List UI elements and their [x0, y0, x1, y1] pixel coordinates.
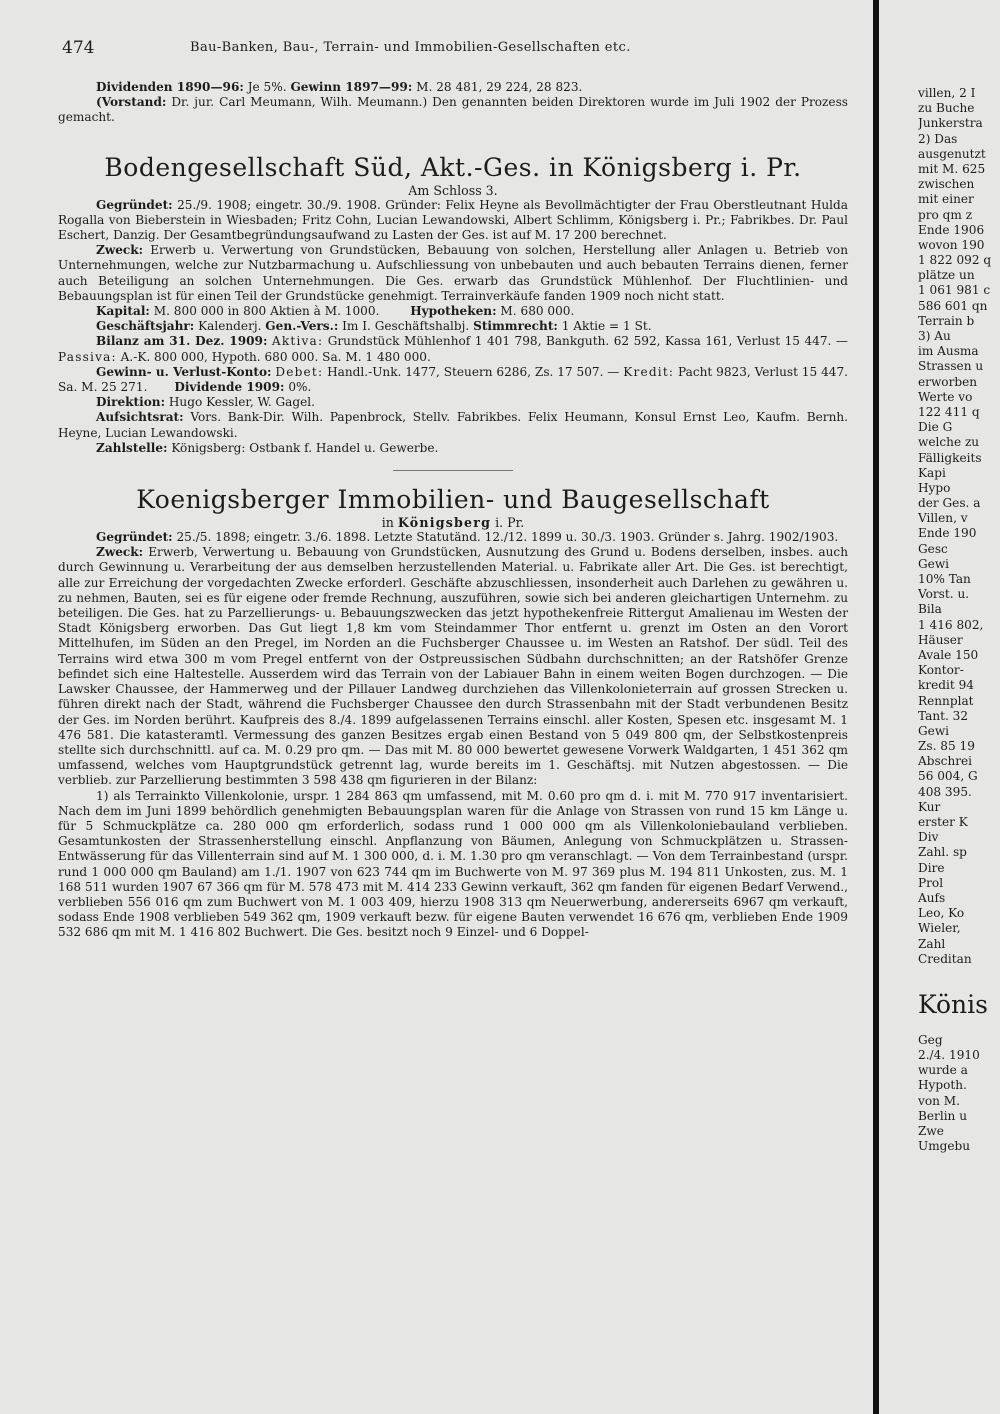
zweck-label-2: Zweck:: [96, 545, 144, 560]
zahlstelle-label: Zahlstelle:: [96, 440, 168, 455]
aufsichtsrat-paragraph: [58, 410, 848, 440]
next-column-line: wovon 190: [918, 237, 985, 252]
stimmrecht-label: Stimmrecht:: [473, 319, 558, 334]
kapital-text: M. 800 000 in 800 Aktien à M. 1000.: [149, 304, 380, 319]
gewinn-verlust-paragraph: [58, 365, 848, 395]
next-column-line: Gewi: [918, 723, 950, 738]
next-column-line: Gewi: [918, 556, 950, 571]
next-column-fragment: [918, 86, 1000, 1154]
next-column-line: Vorst. u.: [918, 587, 970, 602]
subtitle-in: in: [381, 515, 398, 531]
next-column-line: Die G: [918, 420, 953, 435]
zweck-text-2: Erwerb, Verwertung u. Bebauung von Grundstücken, Ausnutzung des Grund u. Bodens derselben, insbes. auch durch Gewinnung u. Verarbeitung der aus demselben herzustellenden Material. u. Fabrikate aller Art. Die Ges. ist berechtigt, alle zur Erreichung der vorgedachten Zwecke erforderl. Geschäfte abzuschliessen, insonderheit auch Darlehen zu gewähren u. zu nehmen, Bauten, sei es für eigene oder fremde Rechnung, auszuführen, sowie sich bei anderen gleichartigen Unternehm. zu beteiligen. Die Ges. hat zu Parzellierungs- u. Bebauungszwecken das jetzt hypothekenfreie Rittergut Amalienau im Westen der Stadt Königsberg erworben. Das Gut liegt 1,8 km vom Steindammer Thor entfernt u. grenzt im Osten an den Vorort Mittelhufen, im Süden an den Pregel, im Norden an die Fuchsberger Chaussee u. im Westen an Ratshof. Der südl. Teil des Terrains wird etwa 300 m vom Pregel entfernt von der Ostpreussischen Südbahn durchschnitten; an der Ratshöfer Grenze befindet sich eine Haltestelle. Ausserdem wird das Terrain von der Labiauer Bahn in einem weiten Bogen durchzogen. — Die Lawsker Chaussee, der Hammerweg und der Pillauer Landweg durchziehen das Villenkolonieterrain auf grossen Strecken u. führen direkt nach der Stadt, während die Fuchsberger Chaussee den durch Strassenbahn mit der Stadt verbundenen Besitz der Ges. im Norden berührt. Kaufpreis des 8./4. 1899 aufgelassenen Terrains einschl. aller Kosten, Spesen etc. insgesamt M. 1 476 581. Die katasteramtl. Vermessung des ganzen Besitzes ergab einen Bestand von 5 049 800 qm, der Selbstkostenpreis stellte sich durchschnittl. auf ca. M. 0.29 pro qm. — Das mit M. 80 000 bewertet gewesene Vorwerk Waldgarten, 1 451 362 qm umfassend, welches vom Hauptgrundstück getrennt lag, wurde bereits im 1. Geschäftsj. mit Nutzen abgestossen. — Die verblieb. zur Parzellierung bestimmten 3 598 438 qm figurieren in der Bilanz:: [58, 545, 848, 788]
next-column-line: Kur: [918, 799, 941, 814]
next-column-line: Geg: [918, 1032, 943, 1047]
direktion-text: Hugo Kessler, W. Gagel.: [165, 395, 316, 410]
geschaeftsjahr-label: Geschäftsjahr:: [96, 319, 195, 334]
company-address: Am Schloss 3.: [408, 182, 498, 198]
next-column-line: kredit 94: [918, 678, 974, 693]
next-column-line: Creditan: [918, 951, 972, 966]
next-column-line: Div: [918, 830, 939, 845]
next-column-line: plätze un: [918, 268, 975, 283]
next-column-line: Villen, v: [918, 511, 968, 526]
gen-vers-label: Gen.-Vers.:: [265, 319, 339, 334]
subtitle-city: Königsberg: [397, 515, 492, 531]
next-column-line: wurde a: [918, 1063, 968, 1078]
next-column-line: Prol: [918, 875, 944, 890]
bilanz-label: Bilanz am 31. Dez. 1909:: [96, 334, 268, 349]
next-column-line: 2./4. 1910: [918, 1048, 980, 1063]
next-column-line: erster K: [918, 815, 968, 829]
hypotheken-label: Hypotheken:: [410, 304, 497, 319]
kredit-text: Pacht 9823, Verlust 15 447. Sa. M. 25 271.: [58, 364, 848, 395]
gewinn-text: M. 28 481, 29 224, 28 823.: [412, 80, 583, 94]
gegruendet-text: 25./9. 1908; eingetr. 30./9. 1908. Gründer: Felix Heyne als Bevollmächtigter der Frau Oberstleutnant Hulda Rogalla von Bieberstein in Wiesbaden; Fritz Cohn, Lucian Lewandowski, Albert Schlimm, Königsberg i. Pr.; Fabrikbes. Dr. Paul Eschert, Danzig. Der Gesamtbegründungsaufwand zu Lasten der Ges. ist auf M. 17 200 berechnet.: [58, 197, 848, 243]
subtitle-rest: i. Pr.: [491, 515, 525, 531]
company-subtitle: [58, 515, 848, 530]
aktiva-label: Aktiva:: [271, 334, 324, 349]
gegruendet-paragraph-2: [58, 530, 848, 545]
next-column-line: Wieler,: [918, 921, 961, 936]
next-column-line: Ende 1906: [918, 222, 985, 237]
next-column-line: Aufs: [918, 890, 946, 905]
aufsichtsrat-text: Vors. Bank-Dir. Wilh. Papenbrock, Stellv. Fabrikbes. Felix Heumann, Konsul Ernst Leo, Kaufm. Bernh. Heyne, Lucian Lewandowski.: [58, 410, 848, 440]
dividend-line: [96, 80, 848, 95]
next-column-line: Häuser: [918, 632, 963, 647]
next-column-line: Kontor-: [918, 663, 964, 678]
next-column-line: Strassen u: [918, 359, 984, 374]
next-column-line: Junkerstra: [918, 116, 983, 131]
next-column-line: Rennplat: [918, 693, 974, 708]
kapital-paragraph: [58, 304, 848, 319]
next-column-line: erworben: [918, 374, 978, 389]
hypotheken-text: M. 680 000.: [496, 304, 575, 319]
next-column-line: 586 601 qn: [918, 298, 988, 313]
main-column: [58, 34, 848, 941]
kapital-label: Kapital:: [96, 304, 150, 319]
next-column-line: 1 416 802,: [918, 617, 984, 632]
next-column-line: von M.: [918, 1093, 960, 1108]
geschaeftsjahr-text: Kalenderj.: [194, 319, 266, 334]
next-column-line: mit M. 625: [918, 161, 986, 176]
zahlstelle-text: Königsberg: Ostbank f. Handel u. Gewerbe.: [167, 440, 439, 455]
next-column-line: mit einer: [918, 192, 974, 207]
zweck-label: Zweck:: [96, 243, 144, 258]
next-column-line: 10% Tan: [918, 572, 971, 586]
next-column-line: 122 411 q: [918, 404, 980, 419]
next-column-line: villen, 2 I: [918, 86, 976, 100]
next-column-line: 1 061 981 c: [918, 283, 991, 298]
next-column-line: Umgebu: [918, 1139, 971, 1154]
aufsichtsrat-label: Aufsichtsrat:: [96, 410, 184, 425]
next-column-line: Zahl: [918, 936, 946, 951]
gv-konto-label: Gewinn- u. Verlust-Konto:: [96, 364, 272, 379]
next-column-line: Hypo: [918, 480, 951, 495]
zweck-paragraph-2: [58, 545, 848, 788]
zahlstelle-paragraph: [58, 441, 848, 456]
next-column-line: 56 004, G: [918, 769, 978, 784]
next-column-line: Tant. 32: [918, 708, 969, 723]
passiva-text: A.-K. 800 000, Hypoth. 680 000. Sa. M. 1 480 000.: [116, 349, 431, 364]
page-number: 474: [62, 38, 95, 58]
next-column-line: Könis: [918, 989, 988, 1019]
gen-vers-text: Im I. Geschäftshalbj.: [338, 319, 474, 334]
zweck-text: Erwerb u. Verwertung von Grundstücken, Bebauung von solchen, Herstellung aller Anlagen u. Betrieb von Unternehmungen, welche zur Nutzbarmachung u. Aufschliessung von unbebauten und auch bebauten Terrains dienen, ferner auch Beteiligung an solchen Unternehmungen. Die Ges. erwarb das Grundstück Mühlenhof. Der Fluchtlinien- und Bebauungsplan ist für einen Teil der Grundstücke genehmigt. Terrainverkäufe fanden 1909 noch nicht statt.: [58, 243, 848, 303]
aktiva-text: Grundstück Mühlenhof 1 401 798, Bankguth. 62 592, Kassa 161, Verlust 15 447. —: [323, 334, 848, 349]
next-column-line: Leo, Ko: [918, 906, 965, 921]
vorstand-text: Dr. jur. Carl Meumann, Wilh. Meumann.) Den genannten beiden Direktoren wurde im Juli 1902 der Prozess gemacht.: [58, 95, 848, 125]
next-column-line: Terrain b: [918, 313, 975, 328]
next-column-line: der Ges. a: [918, 496, 981, 511]
next-column-line: Zwe: [918, 1124, 944, 1138]
debet-label: Debet:: [275, 364, 324, 379]
zweck-paragraph: [58, 243, 848, 304]
next-column-line: Abschrei: [918, 754, 973, 769]
next-column-line: 408 395.: [918, 784, 972, 799]
villenkolonie-paragraph: 1) als Terrainkto Villenkolonie, urspr. 1 284 863 qm umfassend, mit M. 0.60 pro qm d. i. mit M. 770 917 inventarisiert. Nach dem im Juni 1899 behördlich genehmigten Bebauungsplan waren für die Anlage von Strassen von rund 15 km Länge u. für 5 Schmuckplätze ca. 280 000 qm erforderlich, sodass rund 1 000 000 qm als Villenkoloniebauland verblieben. Gesamtunkosten der Strassenherstellung einschl. Anpflanzung von Bäumen, Anlegung von Schmuckplätzen u. Strassen-Entwässerung für das Villenterrain sind auf M. 1 300 000, d. i. M. 1.30 pro qm veranschlagt. — Von dem Terrainbestand (urspr. rund 1 000 000 qm Bauland) am 1./1. 1907 von 623 744 qm im Buchwerte von M. 97 369 plus M. 194 811 Unkosten, zus. M. 1 168 511 wurden 1907 67 366 qm für M. 578 473 mit M. 414 233 Gewinn verkauft, 362 qm fanden für eigenen Bedarf Verwend., verblieben 556 016 qm zum Buchwert von M. 1 003 409, hierzu 1908 313 qm Neuerwerbung, andererseits 6967 qm verkauft, sodass Ende 1908 verblieben 549 362 qm, 1909 verkauft bezw. für eigene Bauten verwendet 16 676 qm, verblieben Ende 1909 532 686 qm mit M. 1 416 802 Buchwert. Die Ges. besitzt noch 9 Einzel- und 6 Doppel-: [58, 788, 848, 940]
next-column-line: Gesc: [918, 541, 948, 556]
next-column-line: welche zu: [918, 435, 980, 450]
page-header: [58, 34, 848, 60]
next-column-line: Avale 150: [918, 647, 979, 662]
gegruendet-label-2: Gegründet:: [96, 530, 173, 545]
next-column-line: zwischen: [918, 177, 975, 192]
passiva-label: Passiva:: [58, 349, 117, 364]
next-column-line: Kapi: [918, 465, 946, 480]
next-column-line: Dire: [918, 860, 945, 875]
dividenden-text: Je 5%.: [243, 80, 291, 94]
gegruendet-paragraph: [58, 198, 848, 244]
dividenden-label: Dividenden 1890—96:: [96, 80, 244, 94]
next-column-line: ausgenutzt: [918, 146, 986, 161]
running-title: Bau-Banken, Bau-, Terrain- und Immobilien-Gesellschaften etc.: [190, 40, 631, 55]
next-column-line: Ende 190: [918, 526, 977, 541]
next-column-line: Zahl. sp: [918, 845, 967, 860]
bilanz-paragraph: [58, 334, 848, 364]
vorstand-paragraph: [58, 95, 848, 125]
debet-text: Handl.-Unk. 1477, Steuern 6286, Zs. 17 507. —: [323, 364, 624, 379]
gegruendet-text-2: 25./5. 1898; eingetr. 3./6. 1898. Letzte Statutänd. 12./12. 1899 u. 30./3. 1903. Gründer s. Jahrg. 1902/1903.: [172, 530, 839, 545]
company-title-bodengesellschaft: Bodengesellschaft Süd, Akt.-Ges. in Königsberg i. Pr.: [104, 152, 802, 182]
next-column-line: pro qm z: [918, 207, 973, 222]
gegruendet-label: Gegründet:: [96, 197, 173, 212]
vorstand-label: (Vorstand:: [96, 95, 167, 110]
next-column-line: 2) Das: [918, 131, 958, 146]
next-column-line: 1 822 092 q: [918, 253, 992, 268]
company-title-koenigsberger: Koenigsberger Immobilien- und Baugesellschaft: [136, 485, 770, 515]
next-column-line: 3) Au: [918, 329, 951, 343]
next-column-line: Berlin u: [918, 1108, 967, 1123]
next-column-line: Bila: [918, 602, 942, 617]
next-column-line: Hypoth.: [918, 1078, 967, 1093]
next-column-line: zu Buche: [918, 101, 975, 116]
gewinn-label: Gewinn 1897—99:: [290, 80, 413, 94]
next-column-line: Fälligkeits: [918, 450, 982, 465]
next-column-line: Werte vo: [918, 389, 973, 404]
column-gutter-rule: [873, 0, 879, 1414]
geschaeftsjahr-paragraph: [58, 319, 848, 334]
direktion-paragraph: [58, 395, 848, 410]
direktion-label: Direktion:: [96, 395, 166, 410]
next-column-line: im Ausma: [918, 344, 979, 359]
kredit-label: Kredit:: [623, 364, 675, 379]
dividende-text: 0%.: [284, 380, 312, 395]
stimmrecht-text: 1 Aktie = 1 St.: [557, 319, 652, 334]
next-column-line: Zs. 85 19: [918, 739, 975, 754]
dividende-label: Dividende 1909:: [174, 380, 285, 395]
